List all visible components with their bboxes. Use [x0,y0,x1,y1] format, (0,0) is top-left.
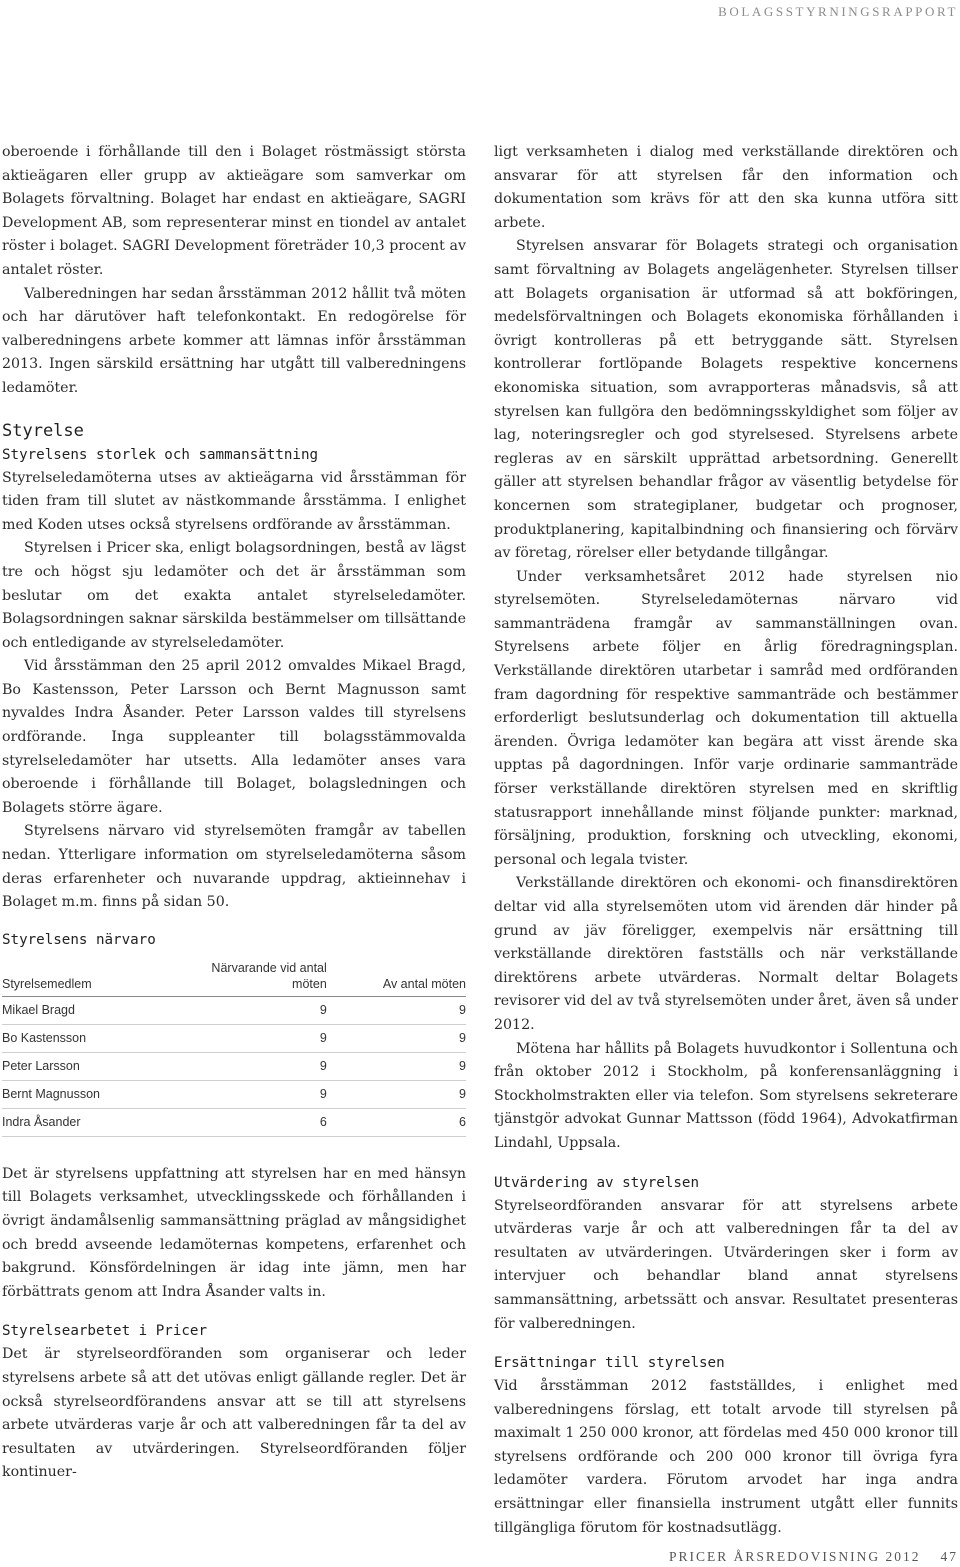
member-name: Mikael Bragd [2,996,188,1024]
paragraph-after-table: Det är styrelsens uppfattning att styrelsen har en med hänsyn till Bolagets verksamhet, utvecklingsskede och förhållanden i övrigt ändamålsenlig sammansättning präglad av mångsidighet och bredd avseende ledamöternas kompetens, erfarenhet och bakgrund. Könsfördelningen är idag inte jämn, men har förbättrats genom att Indra Åsander valts in. [2,1165,466,1300]
page-footer [669,1549,958,1565]
table-header-row [2,960,466,997]
heading-storlek: Styrelsens storlek och sammansättning [2,446,319,463]
paragraph-verksamhetsaret: Under verksamhetsåret 2012 hade styrelsen nio styrelsemöten. Styrelseledamöternas närvaro vid sammanträdena framgår av sammanställningen ovan. Styrelsens arbete följer en årlig föredragningsplan. Verkställande direktören utarbetar i samråd med ordföranden fram dagordning för respektive sammanträde och bestämmer erforderligt beslutsunderlag och dokumentation till aktuella ärenden. Övriga ledamöter kan begära att visst ärende ska upptas på dagordningen. Inför varje ordinarie sammanträde förser verkställande direktören styrelsen med en skriftlig statusrapport innehållande minst följande punkter: marknad, försäljning, produktion, forskning och utveckling, ekonomi, personal och legala tvister. [494,568,958,868]
paragraph-styrelse-1: Styrelseledamöterna utses av aktieägarna vid årsstämman för tiden fram till slutet av nästkommande årsstämma. I enlighet med Koden utses också styrelsens ordförande av årsstämman. [2,469,466,533]
meetings-present: 9 [188,1080,327,1108]
heading-styrelsearbetet: Styrelsearbetet i Pricer [2,1323,207,1340]
paragraph-continued: ligt verksamheten i dialog med verkställande direktören och ansvarar för att styrelsen får den information och dokumentation som krävs för att den ska kunna utföra sitt arbete. [494,144,958,231]
paragraph-valberedning: Valberedningen har sedan årsstämman 2012 hållit två möten och har därutöver haft telefonkontakt. En redogörelse för valberedningens arbete kommer att lämnas inför årsstämman 2013. Ingen särskild ersättning har utgått till valberedningens ledamöter. [2,285,466,396]
member-name: Bernt Magnusson [2,1080,188,1108]
left-column [2,141,466,1485]
meetings-present: 9 [188,1024,327,1052]
paragraph-motena: Mötena har hållits på Bolagets huvudkontor i Sollentuna och från oktober 2012 i Stockholm, på konferensanläggning i Stockholmstrakten eller via telefon. Som styrelsens sekreterare tjänstgör advokat Gunnar Mattsson (född 1964), Advokatfirman Lindahl, Uppsala. [494,1040,958,1151]
meetings-present: 9 [188,1052,327,1080]
heading-narvaro: Styrelsens närvaro [2,931,156,948]
publication-title: PRICER ÅRSREDOVISNING 2012 [668,1549,921,1564]
member-name: Indra Åsander [2,1108,188,1136]
right-column [494,141,958,1540]
paragraph-styrelse-2: Styrelsen i Pricer ska, enligt bolagsordningen, bestå av lägst tre och högst sju ledamöter och det är årsstämman som beslutar om det exakta antalet styrelseledamöter. Bolagsordningen saknar särskilda bestämmelser om tillsättande och entledigande av styrelseledamöter. [2,540,466,651]
meetings-present: 9 [188,996,327,1024]
member-name: Bo Kastensson [2,1024,188,1052]
meetings-total: 6 [327,1108,466,1136]
paragraph-ansvar: Styrelsen ansvarar för Bolagets strategi och organisation samt förvaltning av Bolagets angelägenheter. Styrelsen tillser att Bolagets organisation är utformad så att bokföringen, medelsförvaltningen och Bolagets ekonomiska förhållanden i övrigt kontrolleras på ett betryggande sätt. Styrelsen kontrollerar fortlöpande Bolagets respektive koncernens ekonomiska situation, som avrapporteras månadsvis, så att styrelsen kan fullgöra den bedömningsskyldighet som följer av lag, noteringsregler och god styrelsesed. Styrelsens arbete regleras av en särskilt upprättad arbetsordning. Generellt gäller att styrelsen behandlar frågor av väsentlig betydelse för koncernen som strategiplaner, budgetar och prognoser, produktplanering, kapitalbindning och finansiering och förvärv av företag, rörelser eller betydande tillgångar. [494,238,958,562]
paragraph-styrelse-4: Styrelsens närvaro vid styrelsemöten framgår av tabellen nedan. Ytterligare information om styrelseledamöterna såsom deras erfarenheter och nuvarande uppdrag, aktieinnehav i Bolaget m.m. finns på sidan 50. [2,823,466,911]
column-header-of: Av antal möten [327,960,466,997]
meetings-total: 9 [327,1024,466,1052]
meetings-present: 6 [188,1108,327,1136]
attendance-table [2,960,466,1137]
heading-utvardering: Utvärdering av styrelsen [494,1174,699,1191]
table-row [2,1080,466,1108]
paragraph-vd-deltar: Verkställande direktören och ekonomi- och finansdirektören deltar vid alla styrelsemöten utom vid ärenden där hinder på grund av jäv föreligger, exempelvis när ersättning till verkställande direktören fastställs och när verkställande direktörens arbete utvärderas. Normalt deltar Bolagets revisorer vid del av två styrelsemöten under året, även så under 2012. [494,875,958,1033]
paragraph-utvardering: Styrelseordföranden ansvarar för att styrelsens arbete utvärderas varje år och att valberedningen får ta del av resultaten av utvärderingen. Utvärderingen sker i form av intervjuer och behandlar bland annat styrelsens sammansättning, arbetssätt och ansvar. Resultatet presenteras för valberedningen. [494,1197,958,1332]
page-number: 47 [940,1549,958,1564]
column-header-present: Närvarande vid antal möten [188,960,327,997]
heading-ersattningar: Ersättningar till styrelsen [494,1355,725,1372]
column-header-member: Styrelsemedlem [2,960,188,997]
member-name: Peter Larsson [2,1052,188,1080]
running-header: BOLAGSSTYRNINGSRAPPORT [718,4,958,19]
table-row [2,1024,466,1052]
paragraph-styrelse-3: Vid årsstämman den 25 april 2012 omvaldes Mikael Bragd, Bo Kastensson, Peter Larsson och Bernt Magnusson samt nyvaldes Indra Åsander. Peter Larsson valdes till styrelsens ordförande. Inga suppleanter till bolagsstämmovalda styrelseledamöter har utsetts. Alla ledamöter anses vara oberoende i förhållande till Bolaget, bolagsledningen och Bolagets större ägare. [2,658,466,816]
table-row [2,1108,466,1136]
paragraph-styrelsearbetet: Det är styrelseordföranden som organiserar och leder styrelsens arbete så att det utövas enligt gällande regler. Det är också styrelseordförandens ansvar att se till att styrelsens arbete utvärderas varje år och att valberedningen får ta del av resultaten av utvärderingen. Styrelseordföranden följer kontinuer- [2,1346,466,1481]
meetings-total: 9 [327,1052,466,1080]
paragraph-ersattningar: Vid årsstämman 2012 fastställdes, i enlighet med valberedningens förslag, ett totalt arvode till styrelsen på maximalt 1 250 000 kronor, att fördelas med 450 000 kronor till styrelsens ordförande och 200 000 kronor till övriga fyra ledamöter vardera. Förutom arvodet har inga andra ersättningar eller finansiella instrument utgått eller funnits tillgängliga förutom för kostnadsutlägg. [494,1378,958,1536]
table-row [2,1052,466,1080]
table-row [2,996,466,1024]
paragraph-intro: oberoende i förhållande till den i Bolaget röstmässigt största aktieägaren eller grupp av aktieägare som samverkar om Bolagets förvaltning. Bolaget har endast en aktieägare, SAGRI Development AB, som representerar minst en tiondel av antalet röster i bolaget. SAGRI Development företräder 10,3 procent av antalet röster. [2,144,466,278]
heading-styrelse: Styrelse [2,420,84,441]
meetings-total: 9 [327,1080,466,1108]
meetings-total: 9 [327,996,466,1024]
